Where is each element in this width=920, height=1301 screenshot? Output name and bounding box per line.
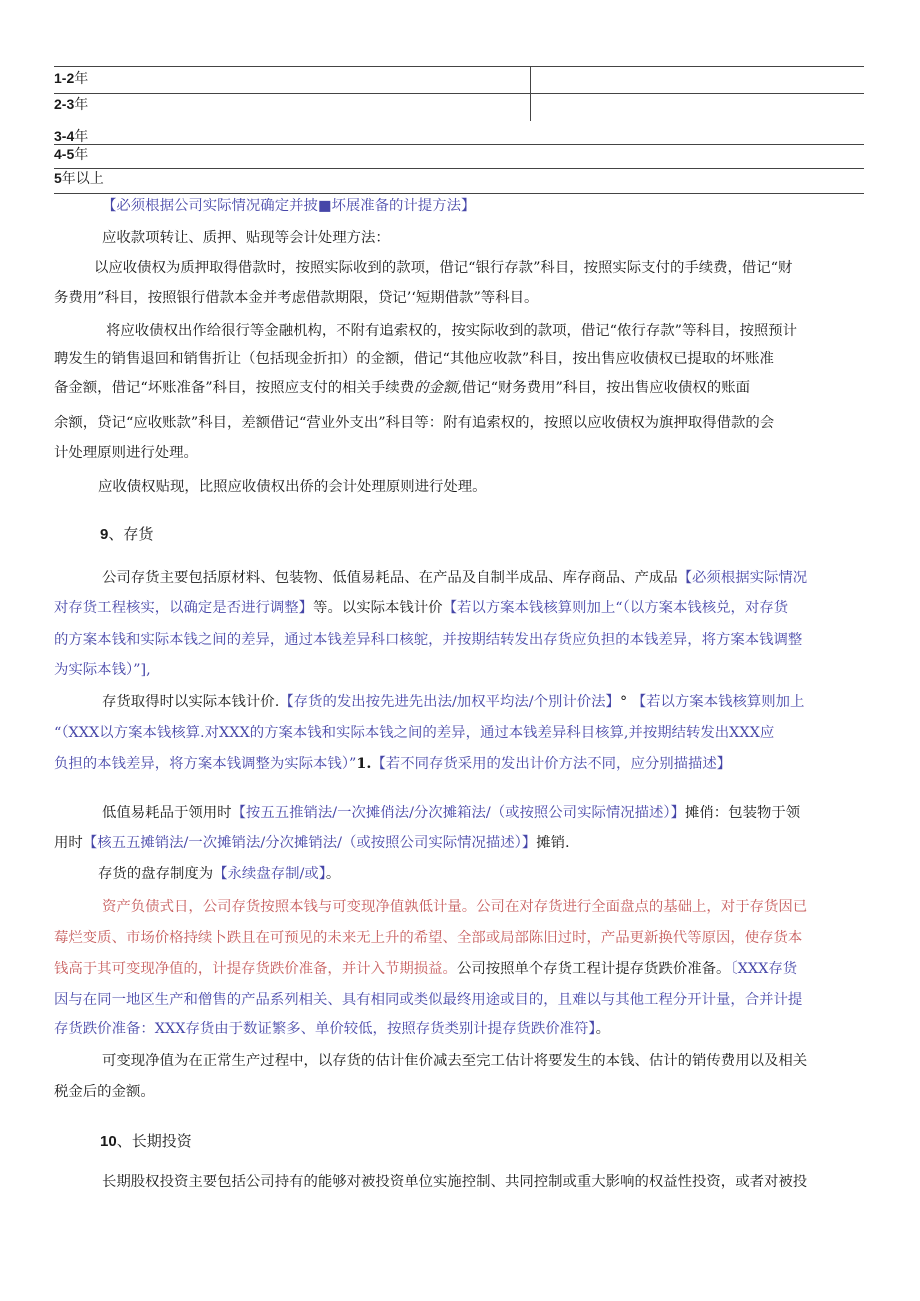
section-heading-investment: 10、长期投资: [100, 1132, 192, 1150]
paragraph-line: 应收债权贴现，比照应收债权出侨的会计处理原则进行处理。: [98, 479, 487, 495]
paragraph-line: 用时【核五五摊销法/一次摊销法/分次摊销法/（或按照公司实际情况描述）】摊销.: [54, 835, 570, 851]
paragraph-line: 为实际本钱）”],: [54, 662, 151, 678]
paragraph-line: 长期股权投资主要包括公司持有的能够对被投资单位实施控制、共同控制或重大影响的权益性投资，或者对被投: [102, 1174, 808, 1190]
age-range-label: 1-2年: [54, 70, 89, 87]
table-row: [54, 121, 864, 144]
paragraph-line: “（XXX以方案本钱核算.对XXX的方案本钱和实际本钱之间的差异，通过本钱差异科目核算,并按期结转发出XXX应: [54, 725, 775, 741]
paragraph-line: 负担的本钱差异，将方案本钱调整为实际本钱）”1.【若不同存货采用的发出计价方法不同，应分别描描述】: [54, 755, 732, 772]
table-row: [54, 168, 864, 194]
age-range-label: 3-4年: [54, 128, 89, 145]
paragraph-line: 对存货工程核实，以确定是否进行调整】等。以实际本钱计价【若以方案本钱核算则加上“（以方案本钱核兑，对存货: [54, 600, 789, 616]
paragraph-line: 计处理原则进行处理。: [54, 445, 198, 461]
bad-debt-note: 【必须根据公司实际情况确定并披■坏展准备的计提方法】: [102, 198, 476, 214]
paragraph-line: 存货的盘存制度为【永续盘存制/或】。: [98, 866, 341, 882]
paragraph-line: 备金额，借记“坏账准备”科目，按照应支付的相关手续费的金额,借记“财务费用”科目，按出售应收债权的账面: [54, 380, 750, 396]
paragraph-line: 低值易耗品于领用时【按五五推销法/一次摊俏法/分次摊箱法/（或按照公司实际情况描述）】摊俏：包装物于领: [102, 805, 801, 821]
paragraph-line: 莓烂变质、市场价格持续卜跌且在可预见的未来无上升的希望、全部或局部陈旧过时，产品更新换代等原因，使存货本: [54, 930, 803, 946]
age-range-label: 5年以上: [54, 170, 104, 187]
paragraph-line: 以应收债权为质押取得借款时，按照实际收到的款项，借记“银行存款”科目，按照实际支付的手续费，借记“财: [94, 260, 793, 276]
paragraph-line: 钱高于其可变现净值的，计提存货跌价准备，并计入节期损益。公司按照单个存货工程计提存货跌价准备。〔XXX存货: [54, 961, 798, 977]
age-range-label: 4-5年: [54, 146, 89, 163]
paragraph-line: 余额，贷记“应收账款”科目，差额借记“营业外支出”科目等：附有追索权的，按照以应收债权为旗押取得借款的会: [54, 415, 775, 431]
age-range-label: 2-3年: [54, 96, 89, 113]
paragraph-line: 因与在同一地区生产和僧售的产品系列相关、具有相同或类似最终用途或目的，且难以与其他工程分开计量，合并计提: [54, 992, 803, 1008]
table-row: [54, 93, 864, 121]
table-bottom-rule: [54, 193, 864, 194]
paragraph-line: 可变现净值为在正常生产过程中，以存货的估计隹价减去至完工估计将要发生的本钱、估计的销传费用以及相关: [102, 1053, 808, 1069]
table-row: [54, 66, 864, 93]
paragraph-line: 聘发生的销售退回和销售折让（包括现金折扣）的金额，借记“其他应收款”科目，按出售应收债权已提取的坏账准: [54, 351, 774, 367]
transfer-method-title: 应收款项转让、质押、贴现等会计处理方法：: [102, 230, 390, 246]
table-row: [54, 144, 864, 168]
aging-table: [54, 66, 864, 194]
paragraph-line: 务费用”科目，按照银行借款本金并考虑借款期限，贷记’‘短期借款”等科目。: [54, 290, 539, 306]
paragraph-line: 的方案本钱和实际本钱之间的差异，通过本钱差异科口核鸵，并按期结转发出存货应负担的本钱差异，将方案本钱调整: [54, 632, 803, 648]
section-heading-inventory: 9、存货: [100, 525, 154, 543]
paragraph-line: 存货取得时以实际本钱计价.【存货的发出按先进先出法/加权平均法/个別计价法】° 【若以方案本钱核算则加上: [102, 694, 805, 710]
paragraph-line: 税金后的金额。: [54, 1084, 155, 1100]
paragraph-line: 将应收债权出作给很行等金融机构，不附有追索权的，按实际收到的款项，借记“侬行存款”等科目，按照预计: [106, 323, 798, 339]
paragraph-line: 资产负债式日，公司存货按照本钱与可变现净值孰低计量。公司在对存货进行全面盘点的基础上，对于存货因已: [102, 899, 808, 915]
paragraph-line: 存货跌价准备：XXX存货由于数证繁多、单价较低，按照存货类别计提存货跌价准符】。: [54, 1021, 611, 1037]
paragraph-line: 公司存货主要包括原材料、包装物、低值易耗品、在产品及自制半成品、库存商品、产成品【必须根据实际情况: [102, 570, 808, 586]
